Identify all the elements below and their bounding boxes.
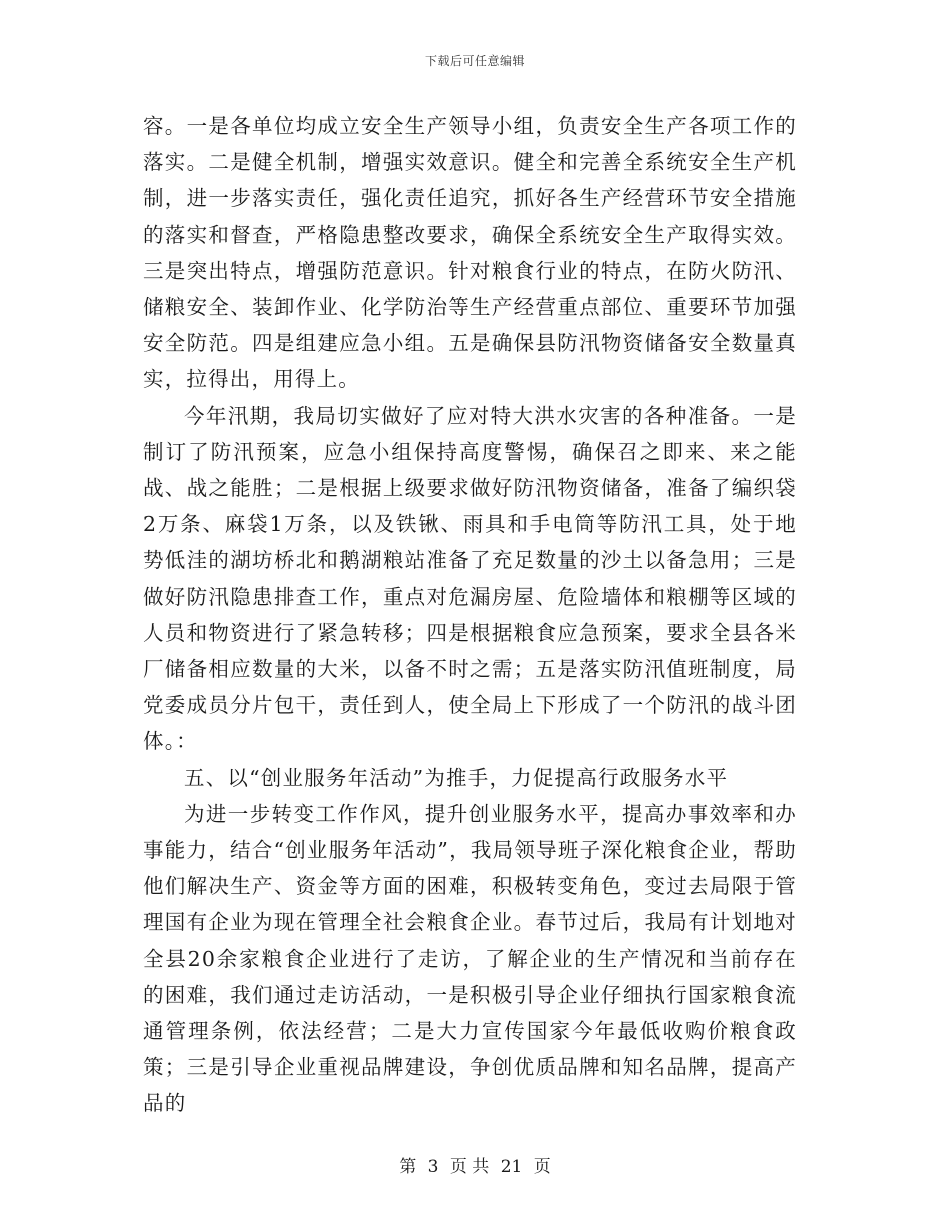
- paragraph-service-year: 为进一步转变工作作风，提升创业服务水平，提高办事效率和办事能力，结合“创业服务年活动”，我局领导班子深化粮食企业，帮助他们解决生产、资金等方面的困难，积极转变角色，变过去局限于管理国有企业为现在管理全社会粮食企业。春节过后，我局有计划地对全县20余家粮食企业进行了走访，了解企业的生产情况和当前存在的困难，我们通过走访活动，一是积极引导企业仔细执行国家粮食流通管理条例，依法经营；二是大力宣传国家今年最低收购价粮食政策；三是引导企业重视品牌建设，争创优质品牌和知名品牌，提高产品的: [143, 801, 797, 1116]
- footer-suffix: 页: [533, 1157, 551, 1177]
- document-body: [143, 108, 797, 1122]
- footer-middle: 页 共: [449, 1157, 490, 1177]
- total-page-number: 21: [500, 1157, 523, 1177]
- paragraph-safety-continued: 容。一是各单位均成立安全生产领导小组，负责安全生产各项工作的落实。二是健全机制，增强实效意识。健全和完善全系统安全生产机制，进一步落实责任，强化责任追究，抓好各生产经营环节安全措施的落实和督查，严格隐患整改要求，确保全系统安全生产取得实效。三是突出特点，增强防范意识。针对粮食行业的特点，在防火防汛、储粮安全、装卸作业、化学防治等生产经营重点部位、重要环节加强安全防范。四是组建应急小组。五是确保县防汛物资储备安全数量真实，拉得出，用得上。: [143, 114, 797, 392]
- page-footer: [0, 1152, 950, 1177]
- paragraph-flood-prevention: 今年汛期，我局切实做好了应对特大洪水灾害的各种准备。一是制订了防汛预案，应急小组保持高度警惕，确保召之即来、来之能战、战之能胜；二是根据上级要求做好防汛物资储备，准备了编织袋2万条、麻袋1万条，以及铁锹、雨具和手电筒等防汛工具，处于地势低洼的湖坊桥北和鹅湖粮站准备了充足数量的沙土以备急用；三是做好防汛隐患排查工作，重点对危漏房屋、危险墙体和粮棚等区域的人员和物资进行了紧急转移；四是根据粮食应急预案，要求全县各米厂储备相应数量的大米，以备不时之需；五是落实防汛值班制度，局党委成员分片包干，责任到人，使全局上下形成了一个防汛的战斗团体。：: [143, 403, 797, 754]
- footer-prefix: 第: [399, 1157, 417, 1177]
- section-heading-five: 五、以“创业服务年活动”为推手，力促提高行政服务水平: [184, 765, 729, 790]
- page-header: 下载后可任意编辑: [424, 54, 525, 68]
- current-page-number: 3: [427, 1157, 439, 1177]
